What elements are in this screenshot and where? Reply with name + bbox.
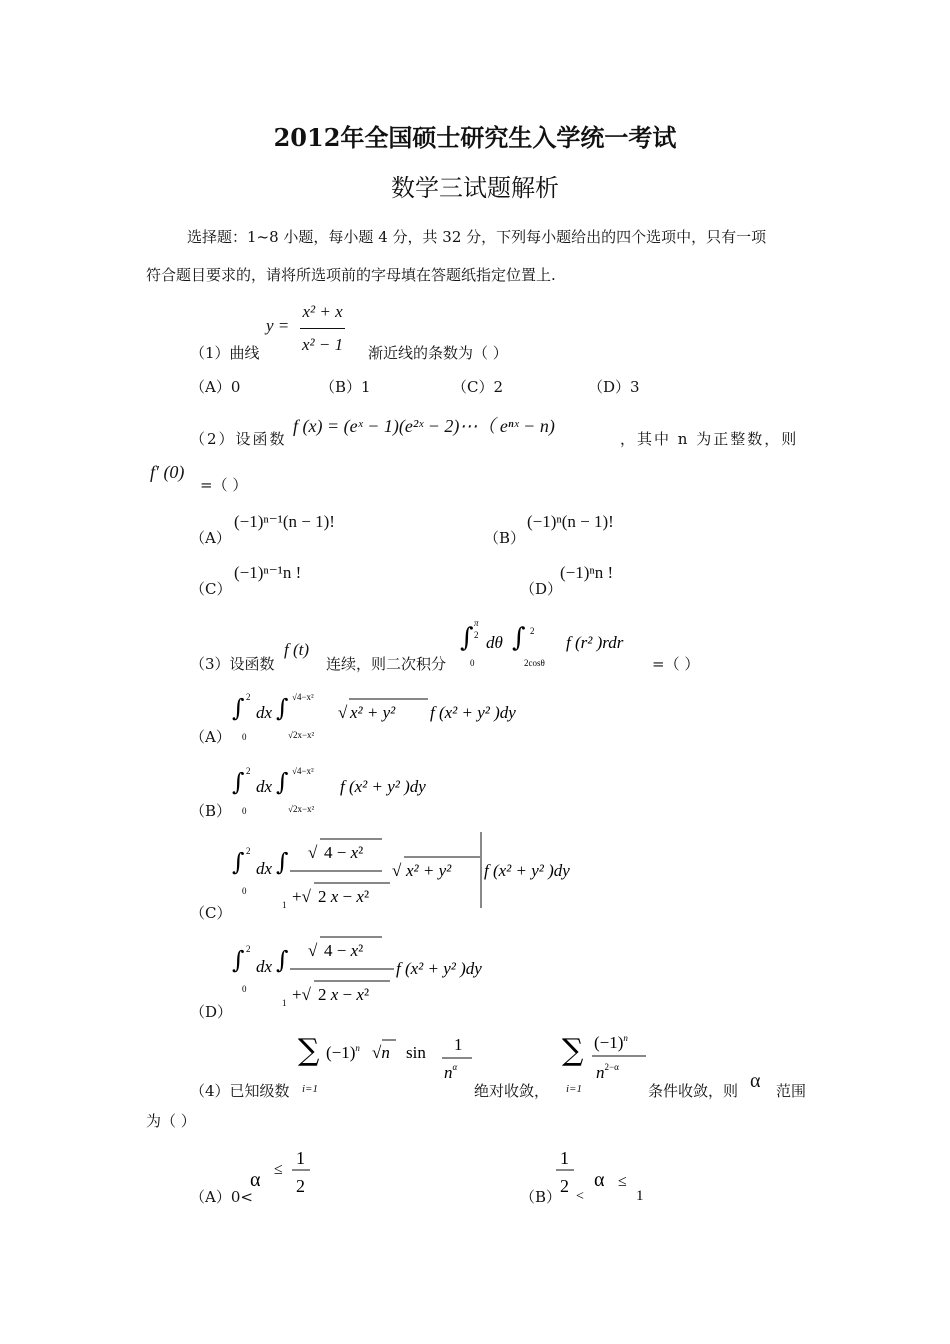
q4-option-a-label: （A）0< — [190, 1188, 253, 1206]
q4-series-1-svg — [296, 1030, 486, 1092]
svg-text:(−1)n: $(-1)^n$ — [594, 1033, 628, 1052]
svg-text:2: 2 — [530, 626, 535, 636]
q1-fraction — [300, 302, 345, 355]
q3-option-a-label: （A） — [190, 728, 231, 746]
q3-integral-svg — [460, 616, 660, 672]
svg-text:∫: ∫ — [276, 848, 289, 876]
q4-sum2-index: i=1 — [566, 1083, 582, 1095]
page-title: 2012年全国硕士研究生入学统一考试 — [273, 123, 677, 152]
svg-text:π: π — [474, 618, 479, 628]
q4-label: （4）已知级数 — [190, 1082, 290, 1100]
q3-option-d-label: （D） — [190, 1003, 233, 1021]
svg-text:∫: ∫ — [276, 694, 289, 722]
svg-text:n2−α: $n^{2-\alpha}$ — [596, 1062, 619, 1082]
q2-option-b-label: （B） — [484, 529, 526, 547]
svg-text:4 − x²: 4 − x² — [324, 941, 364, 960]
svg-text:1: 1 — [454, 1035, 463, 1054]
q2-lead: f′ (0) — [150, 462, 185, 482]
svg-text:α: α — [250, 1169, 261, 1191]
svg-text:∫: ∫ — [232, 694, 245, 722]
svg-text:dx: dx — [256, 703, 273, 722]
svg-text:2 x − x²: 2 x − x² — [318, 985, 370, 1004]
svg-text:0: 0 — [242, 984, 247, 994]
svg-text:2: 2 — [560, 1176, 569, 1196]
svg-text:≤: ≤ — [618, 1173, 627, 1190]
svg-text:nα: $n^\alpha$ — [444, 1062, 458, 1082]
svg-text:2: 2 — [246, 944, 251, 954]
q2-option-c-label: （C） — [190, 580, 232, 598]
q2-option-a-formula: (−1)ⁿ⁻¹(n − 1)! — [234, 512, 335, 531]
svg-text:√: √ — [308, 843, 318, 862]
svg-text:∫: ∫ — [276, 768, 289, 796]
svg-text:1: 1 — [560, 1148, 569, 1168]
q3-integral — [460, 616, 660, 672]
svg-text:2: 2 — [246, 766, 251, 776]
q1-numerator: x² + x — [302, 302, 343, 321]
q1-tail: 渐近线的条数为（ ） — [368, 344, 508, 362]
q3-option-a-svg — [232, 684, 562, 746]
svg-text:α: α — [594, 1169, 605, 1191]
svg-text:1: 1 — [282, 998, 287, 1008]
q2-option-c-formula: (−1)ⁿ⁻¹n ! — [234, 563, 302, 582]
svg-text:1: 1 — [296, 1148, 305, 1168]
svg-text:dx: dx — [256, 777, 273, 796]
q3-mid: 连续，则二次积分 — [326, 655, 447, 673]
q2-option-a-label: （A） — [190, 529, 231, 547]
svg-text:2: 2 — [246, 692, 251, 702]
q3-ft: f (t) — [284, 640, 310, 659]
svg-text:4 − x²: 4 − x² — [324, 843, 364, 862]
q1-option-c: （C）2 — [452, 378, 504, 396]
svg-text:0: 0 — [242, 806, 247, 816]
q3-option-b-svg — [232, 758, 492, 820]
q3-option-c-formula — [232, 830, 612, 916]
q4-sum1-index: i=1 — [302, 1083, 318, 1095]
q4-option-b-formula — [556, 1142, 656, 1210]
svg-text:√: √ — [338, 703, 348, 722]
q4-alpha: α — [750, 1070, 761, 1092]
q1-label: （1）曲线 — [190, 344, 260, 362]
svg-text:dθ: dθ — [486, 633, 503, 652]
page-subtitle: 数学三试题解析 — [391, 174, 559, 202]
intro-line-1: 选择题：1~8 小题，每小题 4 分，共 32 分，下列每小题给出的四个选项中，只有一项 — [187, 228, 767, 246]
q3-option-a-formula — [232, 684, 562, 750]
svg-text:f (r² )rdr: f (r² )rdr — [566, 633, 624, 652]
svg-text:≤: ≤ — [274, 1161, 283, 1178]
svg-text:0: 0 — [470, 658, 475, 668]
q4-mid: 绝对收敛， — [474, 1082, 550, 1100]
q3-tail: =（ ） — [652, 655, 700, 673]
q2-option-d-label: （D） — [520, 580, 563, 598]
svg-text:<: < — [576, 1189, 584, 1204]
svg-text:2: 2 — [246, 846, 251, 856]
svg-text:∫: ∫ — [232, 768, 245, 796]
svg-text:f (x² + y² )dy: f (x² + y² )dy — [340, 777, 426, 796]
svg-text:dx: dx — [256, 859, 273, 878]
svg-text:x² + y²: x² + y² — [406, 861, 452, 880]
q3-option-d-svg — [232, 928, 532, 1010]
q3-option-c-svg — [232, 830, 612, 912]
svg-text:2cosθ: 2cosθ — [524, 658, 545, 668]
q1-option-d: （D）3 — [588, 378, 640, 396]
svg-text:∫: ∫ — [512, 623, 526, 653]
q3-option-c-label: （C） — [190, 904, 232, 922]
svg-text:x² + y²: x² + y² — [350, 703, 396, 722]
q4-option-a-formula — [248, 1142, 318, 1206]
svg-text:∫: ∫ — [232, 848, 245, 876]
q4-series-1 — [296, 1030, 486, 1096]
q2-option-d-formula: (−1)ⁿn ! — [560, 563, 614, 582]
svg-text:∫: ∫ — [276, 946, 289, 974]
svg-text:sin: sin — [406, 1043, 426, 1062]
svg-text:f (x² + y² )dy: f (x² + y² )dy — [430, 703, 516, 722]
q2-label: （2）设函数 — [190, 430, 287, 448]
q3-label: （3）设函数 — [190, 655, 275, 673]
q4-option-b-svg — [556, 1142, 656, 1206]
svg-text:√2x−x²: √2x−x² — [288, 730, 315, 740]
svg-text:2: 2 — [296, 1176, 305, 1196]
q4-line2: 为（ ） — [146, 1112, 196, 1130]
svg-text:√: √ — [392, 861, 402, 880]
q1-lhs: y = — [266, 316, 290, 335]
svg-text:dx: dx — [256, 957, 273, 976]
q1-option-a: （A）0 — [190, 378, 241, 396]
svg-text:2 x − x²: 2 x − x² — [318, 887, 370, 906]
q3-option-b-formula — [232, 758, 492, 824]
svg-text:√4−x²: √4−x² — [292, 766, 314, 776]
svg-text:f (x² + y² )dy: f (x² + y² )dy — [396, 959, 482, 978]
svg-text:1: 1 — [282, 900, 287, 910]
q4-tail: 条件收敛，则 — [648, 1082, 739, 1100]
q2-formula: f (x) = (eˣ − 1)(e²ˣ − 2)⋯（ eⁿˣ − n) — [293, 416, 555, 436]
svg-text:√4−x²: √4−x² — [292, 692, 314, 702]
svg-text:√: √ — [308, 941, 318, 960]
svg-text:f (x² + y² )dy: f (x² + y² )dy — [484, 861, 570, 880]
q4-option-b-label: （B） — [520, 1188, 562, 1206]
q1-option-b: （B）1 — [320, 378, 371, 396]
svg-text:∫: ∫ — [232, 946, 245, 974]
svg-text:+√: +√ — [292, 985, 311, 1004]
svg-text:√2x−x²: √2x−x² — [288, 804, 315, 814]
q4-option-a-svg — [248, 1142, 318, 1202]
svg-text:∑: ∑ — [298, 1033, 320, 1068]
q2-option-b-formula: (−1)ⁿ(n − 1)! — [527, 512, 614, 531]
svg-text:0: 0 — [242, 886, 247, 896]
svg-text:(−1)n: $(-1)^n$ — [326, 1043, 360, 1062]
intro-line-2: 符合题目要求的，请将所选项前的字母填在答题纸指定位置上. — [146, 266, 556, 284]
svg-text:2: 2 — [474, 630, 479, 640]
svg-text:+√: +√ — [292, 887, 311, 906]
q3-option-d-formula — [232, 928, 532, 1014]
svg-text:0: 0 — [242, 732, 247, 742]
q4-range: 范围 — [776, 1082, 807, 1100]
q1-denominator: x² − 1 — [300, 328, 345, 355]
q3-option-b-label: （B） — [190, 802, 232, 820]
svg-text:1: 1 — [636, 1188, 644, 1204]
q2-tail: ，其中 n 为正整数，则 — [620, 430, 799, 448]
svg-text:∑: ∑ — [562, 1033, 584, 1068]
q2-lead-tail: =（ ） — [200, 476, 248, 494]
svg-text:∫: ∫ — [460, 623, 474, 653]
svg-text:√n: √n — [372, 1043, 390, 1062]
